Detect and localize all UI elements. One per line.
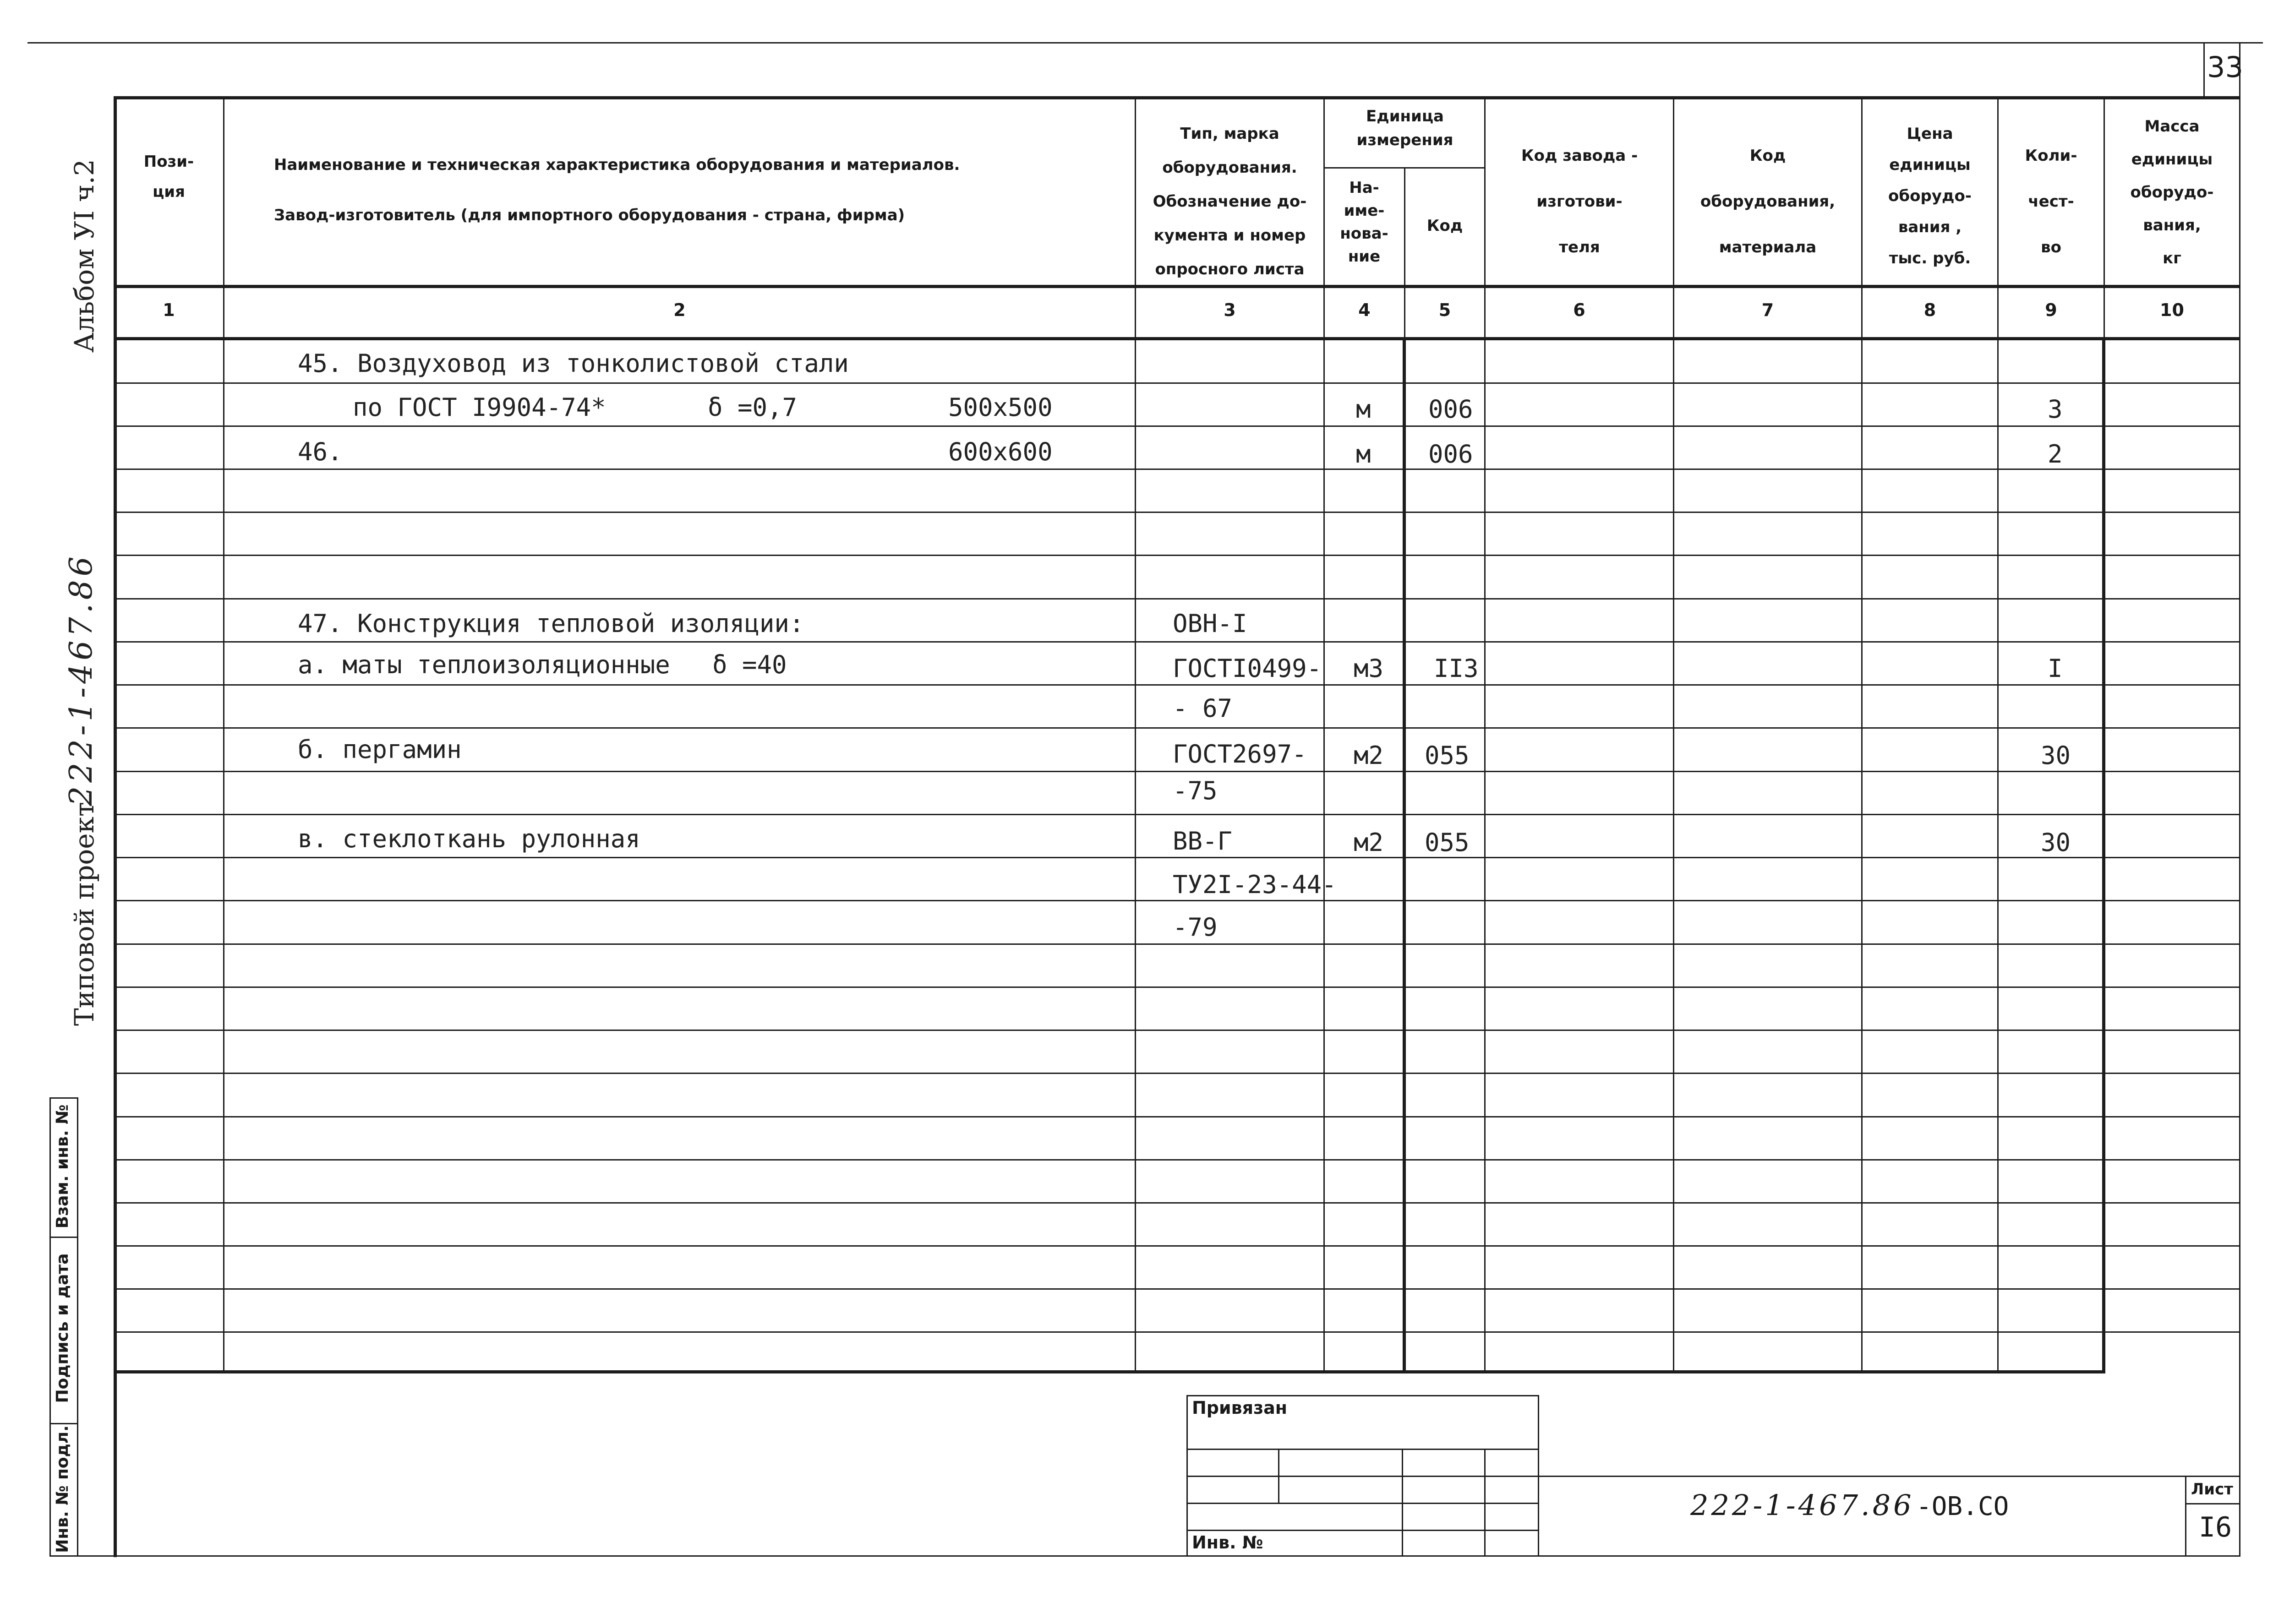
row-45-code: 006 (1428, 395, 1473, 424)
colnum-8: 8 (1923, 300, 1936, 320)
col-sep-8 (1997, 96, 1999, 1372)
bound-box-line3 (1186, 1503, 1539, 1504)
sheet-box-left (2185, 1476, 2186, 1556)
project-code: 222-1-467.86 (63, 553, 99, 806)
colnum-10: 10 (2160, 300, 2184, 320)
bound-box-line2 (1186, 1476, 1539, 1477)
header-name: Наименование и техническая характеристика оборудования и материалов. Завод-изготовитель (для импортного оборудования - страна, фирма) (274, 156, 960, 224)
body-row-line (115, 555, 2240, 556)
row-47c-type-cont1: ТУ2I-23-44- (1173, 870, 1337, 899)
body-row-line (115, 727, 2240, 729)
row-47b-qty: 30 (2041, 741, 2071, 770)
body-row-line (115, 1202, 2240, 1204)
row-47c-type: ВВ-Г (1173, 827, 1233, 856)
stamp-inv-replace: Взам. инв. № (53, 1104, 72, 1229)
body-row-line (115, 986, 2240, 988)
bound-box-line4 (1186, 1530, 1539, 1531)
row-47c-name: в. стеклоткань рулонная (298, 824, 640, 853)
header-position: Пози- ция (143, 153, 194, 201)
bound-box-col2 (1402, 1449, 1403, 1556)
row-45-name: 45. Воздуховод из тонколистовой стали (298, 349, 849, 378)
header-unit-code: Код (1426, 217, 1463, 235)
body-row-line (115, 900, 2240, 901)
row-46-size: 600х600 (948, 437, 1053, 466)
row-47a-type-cont: - 67 (1173, 694, 1233, 723)
body-row-line (115, 1331, 2240, 1333)
body-bold-right (2102, 339, 2105, 1372)
header-quantity: Коли- чест- во (2025, 147, 2077, 256)
left-strip-top (49, 1097, 78, 1099)
row-45-qty: 3 (2048, 395, 2063, 424)
bound-box-left (1186, 1395, 1188, 1556)
row-45-size: 500х500 (948, 393, 1053, 422)
document-code-suffix: -ОВ.СО (1916, 1492, 2009, 1521)
bottom-border (49, 1555, 2240, 1557)
body-row-line (115, 814, 2240, 815)
row-47b-unit: м2 (1354, 741, 1384, 770)
document-code (1690, 1488, 2009, 1522)
sheet-box-divider (2185, 1503, 2240, 1504)
body-row-line (115, 1116, 2240, 1117)
body-row-line (115, 469, 2240, 470)
row-46-unit: м (1356, 440, 1371, 469)
body-row-line (115, 425, 2240, 427)
col-sep-3 (1323, 96, 1325, 1372)
colnum-bottom (115, 337, 2240, 340)
unit-subheader-line (1323, 167, 1486, 169)
col-sep-1 (223, 96, 224, 1372)
row-46-name: 46. (298, 437, 343, 466)
colnum-5: 5 (1438, 300, 1451, 320)
row-45-unit: м (1356, 395, 1371, 424)
table-top (115, 96, 2240, 99)
page-number-box-left (2203, 42, 2205, 98)
album-label: Альбом УI ч.2 (69, 159, 100, 353)
body-row-line (115, 641, 2240, 643)
stamp-signature-date: Подпись и дата (53, 1253, 72, 1403)
col-sep-6 (1673, 96, 1674, 1372)
stamp-original-inv: Инв. № подл. (53, 1425, 72, 1553)
body-row-line (115, 1288, 2240, 1290)
colnum-6: 6 (1573, 300, 1585, 320)
row-45-delta: δ =0,7 (708, 393, 798, 422)
body-row-line (115, 943, 2240, 945)
colnum-9: 9 (2045, 300, 2057, 320)
bound-label: Привязан (1192, 1398, 1288, 1418)
bound-box-top (1186, 1395, 1539, 1396)
sheet-label: Лист (2191, 1480, 2233, 1499)
row-47b-type: ГОСТ2697- (1173, 740, 1307, 768)
header-mass: Масса единицы оборудо- вания, кг (2130, 117, 2214, 267)
col-sep-7 (1861, 96, 1863, 1372)
document-code-main: 222-1-467.86 (1690, 1488, 1914, 1522)
row-47a-delta: δ =40 (712, 650, 787, 679)
header-type: Тип, марка оборудования. Обозначение до- кумента и номер опросного листа (1153, 125, 1307, 278)
row-46-qty: 2 (2048, 440, 2063, 469)
body-row-line (115, 512, 2240, 513)
row-47a-type: ГОСТI0499- (1173, 654, 1322, 683)
header-price: Цена единицы оборудо- вания , тыс. руб. (1888, 125, 1972, 267)
colnum-7: 7 (1761, 300, 1774, 320)
row-47-type: ОВН-I (1173, 609, 1247, 638)
body-row-line (115, 1159, 2240, 1161)
body-row-line (115, 1073, 2240, 1074)
row-47b-name: б. пергамин (298, 735, 462, 764)
col-sep-5 (1484, 96, 1486, 1372)
bound-box-col1 (1278, 1449, 1279, 1504)
inv-label: Инв. № (1192, 1532, 1263, 1553)
row-47c-code: 055 (1425, 828, 1470, 857)
sheet-number: I6 (2199, 1511, 2232, 1543)
right-border (2239, 42, 2240, 1556)
row-47c-unit: м2 (1354, 828, 1384, 857)
bound-box-line1 (1186, 1449, 1539, 1450)
bound-box-col3 (1484, 1449, 1486, 1556)
body-row-line (115, 771, 2240, 772)
row-47a-qty: I (2048, 654, 2063, 683)
top-border (27, 42, 2263, 44)
row-47a-unit: м3 (1354, 654, 1384, 683)
row-47c-type-cont2: -79 (1173, 913, 1218, 942)
project-label: Типовой проект (69, 802, 100, 1026)
body-row-line (115, 382, 2240, 384)
row-47-name: 47. Конструкция тепловой изоляции: (298, 609, 804, 638)
row-46-code: 006 (1428, 440, 1473, 469)
col-sep-2 (1135, 96, 1136, 1372)
left-strip-inner (77, 1097, 78, 1557)
left-strip-outer (49, 1097, 51, 1557)
row-45-gost: по ГОСТ I9904-74* (353, 393, 606, 422)
colnum-1: 1 (163, 300, 175, 320)
title-block-top (1538, 1476, 2240, 1477)
body-row-line (115, 1245, 2240, 1247)
body-bottom (115, 1370, 2105, 1373)
colnum-2: 2 (673, 300, 686, 320)
header-factory-code: Код завода - изготови- теля (1521, 147, 1638, 256)
colnum-4: 4 (1358, 300, 1371, 320)
body-bold-left (1403, 339, 1406, 1372)
body-row-line (115, 857, 2240, 858)
header-unit-name: На- име- нова- ние (1340, 179, 1388, 266)
header-unit: Единица измерения (1356, 107, 1453, 149)
colnum-3: 3 (1224, 300, 1236, 320)
row-47c-qty: 30 (2041, 828, 2071, 857)
row-47b-type-cont: -75 (1173, 776, 1218, 805)
body-row-line (115, 1030, 2240, 1031)
row-47b-code: 055 (1425, 741, 1470, 770)
row-47a-name: а. маты теплоизоляционные (298, 650, 670, 679)
header-equipment-code: Код оборудования, материала (1700, 147, 1836, 256)
row-47a-code: II3 (1434, 654, 1479, 683)
body-row-line (115, 598, 2240, 599)
page-number: 33 (2207, 50, 2243, 84)
body-row-line (115, 684, 2240, 686)
